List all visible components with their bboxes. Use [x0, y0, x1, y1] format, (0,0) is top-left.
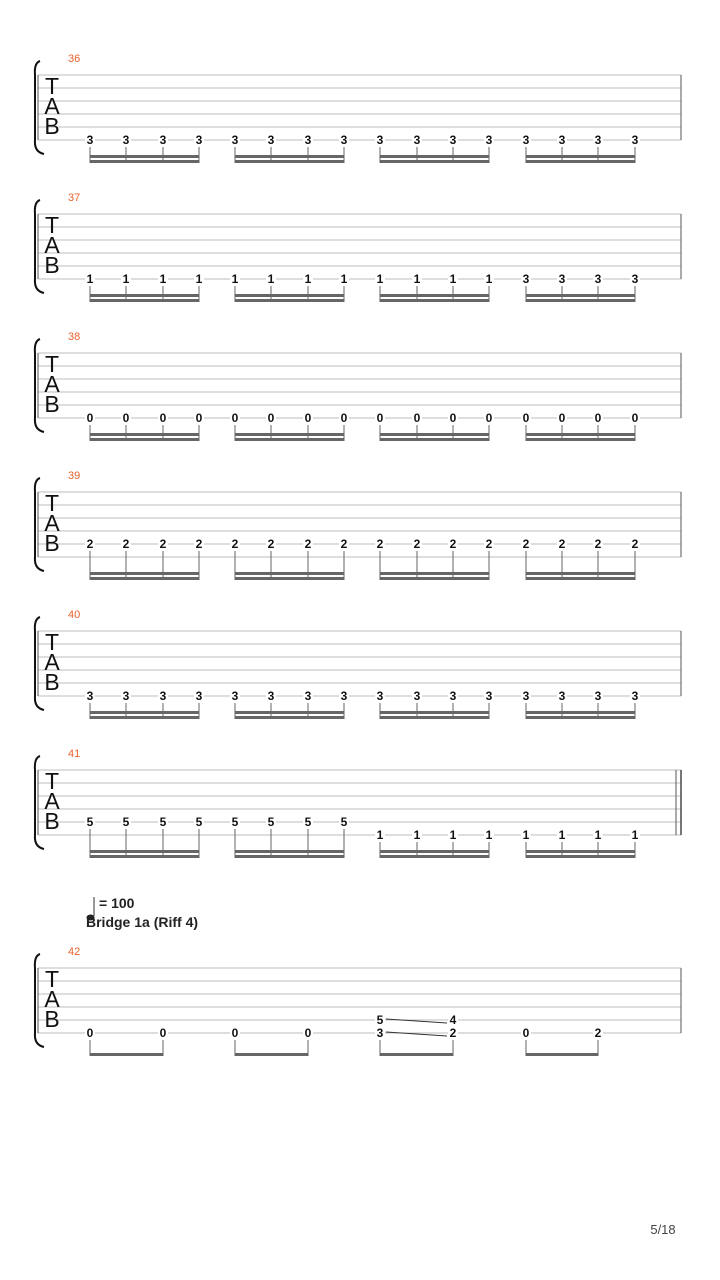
fret-number: 0: [86, 411, 94, 425]
tab-clef-letter-a: A: [44, 371, 60, 397]
beam-primary: [380, 850, 489, 853]
tempo-marking: = 100: [99, 895, 135, 911]
fret-number: 3: [413, 133, 421, 147]
beam-primary: [235, 711, 344, 714]
fret-number: 3: [159, 133, 167, 147]
beam-primary: [380, 1053, 453, 1056]
fret-number: 1: [340, 272, 348, 286]
beam-secondary: [526, 160, 635, 163]
beam-secondary: [380, 855, 489, 858]
measure-number: 36: [68, 53, 81, 65]
beam-secondary: [90, 577, 199, 580]
fret-number: 5: [195, 815, 203, 829]
fret-number: 3: [231, 689, 239, 703]
beam-secondary: [526, 577, 635, 580]
fret-number: 2: [376, 537, 384, 551]
tab-clef-letter-t: T: [44, 629, 60, 655]
fret-number: 0: [195, 411, 203, 425]
fret-number: 3: [558, 689, 566, 703]
beam-primary: [526, 572, 635, 575]
beam-secondary: [90, 716, 199, 719]
beam-primary: [526, 1053, 598, 1056]
fret-number: 1: [449, 828, 457, 842]
fret-number: 3: [86, 133, 94, 147]
beam-primary: [235, 850, 344, 853]
tab-clef-letter-b: B: [44, 1006, 60, 1032]
fret-number: 1: [449, 272, 457, 286]
tab-clef-letter-a: A: [44, 93, 60, 119]
beam-secondary: [526, 299, 635, 302]
beam-primary: [380, 433, 489, 436]
fret-number: 1: [522, 828, 530, 842]
beam-primary: [235, 155, 344, 158]
fret-number: 0: [304, 1026, 312, 1040]
beam-secondary: [90, 438, 199, 441]
fret-number: 3: [631, 689, 639, 703]
fret-number: 2: [594, 1026, 602, 1040]
fret-number: 1: [631, 828, 639, 842]
fret-number: 3: [558, 133, 566, 147]
tab-clef-letter-a: A: [44, 232, 60, 258]
section-label: Bridge 1a (Riff 4): [86, 914, 199, 930]
fret-number: 1: [231, 272, 239, 286]
fret-number: 3: [340, 133, 348, 147]
fret-number: 0: [304, 411, 312, 425]
beam-secondary: [235, 160, 344, 163]
fret-number: 0: [231, 1026, 239, 1040]
fret-number: 0: [376, 411, 384, 425]
tab-clef-letter-t: T: [44, 73, 60, 99]
fret-number: 1: [195, 272, 203, 286]
beam-primary: [380, 155, 489, 158]
fret-number: 0: [340, 411, 348, 425]
beam-secondary: [235, 855, 344, 858]
beam-secondary: [526, 855, 635, 858]
tab-clef-letter-b: B: [44, 391, 60, 417]
fret-number: 3: [122, 689, 130, 703]
fret-number: 5: [304, 815, 312, 829]
fret-number: 2: [159, 537, 167, 551]
beam-primary: [90, 1053, 163, 1056]
page-number: 5/18: [650, 1222, 676, 1237]
fret-number: 3: [594, 272, 602, 286]
beam-primary: [90, 155, 199, 158]
fret-number: 3: [631, 272, 639, 286]
fret-number: 3: [376, 133, 384, 147]
fret-number: 0: [86, 1026, 94, 1040]
fret-number: 5: [376, 1013, 384, 1027]
fret-number: 1: [376, 272, 384, 286]
fret-number: 3: [485, 133, 493, 147]
beam-primary: [526, 711, 635, 714]
beam-secondary: [526, 716, 635, 719]
fret-number: 0: [159, 411, 167, 425]
fret-number: 3: [413, 689, 421, 703]
beam-secondary: [380, 160, 489, 163]
fret-number: 2: [413, 537, 421, 551]
beam-secondary: [380, 299, 489, 302]
fret-number: 5: [159, 815, 167, 829]
measure-number: 40: [68, 609, 81, 621]
fret-number: 4: [449, 1013, 457, 1027]
beam-secondary: [235, 577, 344, 580]
fret-number: 0: [522, 411, 530, 425]
fret-number: 3: [267, 689, 275, 703]
beam-primary: [90, 433, 199, 436]
measure-number: 41: [68, 748, 81, 760]
fret-number: 3: [485, 689, 493, 703]
fret-number: 0: [558, 411, 566, 425]
fret-number: 0: [267, 411, 275, 425]
fret-number: 2: [231, 537, 239, 551]
fret-number: 3: [376, 1026, 384, 1040]
fret-number: 5: [86, 815, 94, 829]
tab-clef-letter-a: A: [44, 788, 60, 814]
fret-number: 2: [558, 537, 566, 551]
tab-clef-letter-b: B: [44, 808, 60, 834]
fret-number: 0: [231, 411, 239, 425]
measure-number: 37: [68, 192, 81, 204]
fret-number: 2: [195, 537, 203, 551]
fret-number: 3: [376, 689, 384, 703]
fret-number: 3: [231, 133, 239, 147]
beam-secondary: [90, 855, 199, 858]
beam-primary: [526, 433, 635, 436]
fret-number: 3: [195, 133, 203, 147]
fret-number: 3: [86, 689, 94, 703]
fret-number: 1: [267, 272, 275, 286]
beam-primary: [235, 1053, 308, 1056]
fret-number: 1: [86, 272, 94, 286]
beam-secondary: [526, 438, 635, 441]
fret-number: 5: [231, 815, 239, 829]
beam-primary: [380, 294, 489, 297]
beam-primary: [526, 155, 635, 158]
tab-clef-letter-t: T: [44, 768, 60, 794]
fret-number: 2: [122, 537, 130, 551]
fret-number: 3: [195, 689, 203, 703]
fret-number: 2: [267, 537, 275, 551]
fret-number: 3: [522, 689, 530, 703]
beam-primary: [235, 294, 344, 297]
tab-clef-letter-a: A: [44, 986, 60, 1012]
fret-number: 5: [340, 815, 348, 829]
beam-primary: [90, 572, 199, 575]
fret-number: 3: [159, 689, 167, 703]
beam-primary: [90, 711, 199, 714]
beam-secondary: [235, 716, 344, 719]
fret-number: 3: [594, 689, 602, 703]
tab-clef-letter-t: T: [44, 966, 60, 992]
fret-number: 0: [413, 411, 421, 425]
fret-number: 3: [594, 133, 602, 147]
fret-number: 3: [267, 133, 275, 147]
fret-number: 0: [631, 411, 639, 425]
tab-clef-letter-a: A: [44, 649, 60, 675]
fret-number: 3: [449, 133, 457, 147]
fret-number: 2: [449, 537, 457, 551]
beam-primary: [90, 294, 199, 297]
tab-clef-letter-a: A: [44, 510, 60, 536]
beam-secondary: [90, 299, 199, 302]
beam-secondary: [235, 299, 344, 302]
fret-number: 0: [122, 411, 130, 425]
measure-number: 39: [68, 470, 81, 482]
fret-number: 3: [558, 272, 566, 286]
beam-secondary: [380, 577, 489, 580]
beam-secondary: [235, 438, 344, 441]
fret-number: 2: [631, 537, 639, 551]
fret-number: 1: [485, 828, 493, 842]
beam-primary: [380, 711, 489, 714]
fret-number: 1: [413, 828, 421, 842]
beam-secondary: [380, 438, 489, 441]
fret-number: 3: [522, 272, 530, 286]
fret-number: 2: [594, 537, 602, 551]
fret-number: 0: [594, 411, 602, 425]
tab-clef-letter-t: T: [44, 212, 60, 238]
fret-number: 2: [522, 537, 530, 551]
fret-number: 5: [122, 815, 130, 829]
beam-secondary: [90, 160, 199, 163]
beam-primary: [380, 572, 489, 575]
fret-number: 3: [449, 689, 457, 703]
tab-clef-letter-b: B: [44, 113, 60, 139]
beam-primary: [90, 850, 199, 853]
fret-number: 2: [340, 537, 348, 551]
fret-number: 1: [376, 828, 384, 842]
fret-number: 3: [340, 689, 348, 703]
fret-number: 0: [485, 411, 493, 425]
tab-clef-letter-b: B: [44, 252, 60, 278]
fret-number: 2: [449, 1026, 457, 1040]
fret-number: 1: [594, 828, 602, 842]
fret-number: 0: [159, 1026, 167, 1040]
measure-number: 38: [68, 331, 81, 343]
fret-number: 3: [304, 133, 312, 147]
beam-primary: [526, 850, 635, 853]
fret-number: 3: [631, 133, 639, 147]
fret-number: 1: [558, 828, 566, 842]
fret-number: 1: [122, 272, 130, 286]
beam-primary: [235, 572, 344, 575]
fret-number: 0: [522, 1026, 530, 1040]
fret-number: 3: [122, 133, 130, 147]
fret-number: 0: [449, 411, 457, 425]
tab-clef-letter-b: B: [44, 530, 60, 556]
fret-number: 1: [304, 272, 312, 286]
beam-primary: [235, 433, 344, 436]
beam-secondary: [380, 716, 489, 719]
fret-number: 3: [304, 689, 312, 703]
tab-clef-letter-b: B: [44, 669, 60, 695]
fret-number: 1: [159, 272, 167, 286]
tab-clef-letter-t: T: [44, 351, 60, 377]
beam-primary: [526, 294, 635, 297]
fret-number: 1: [413, 272, 421, 286]
fret-number: 5: [267, 815, 275, 829]
fret-number: 2: [485, 537, 493, 551]
tab-clef-letter-t: T: [44, 490, 60, 516]
fret-number: 2: [86, 537, 94, 551]
fret-number: 2: [304, 537, 312, 551]
fret-number: 1: [485, 272, 493, 286]
fret-number: 3: [522, 133, 530, 147]
measure-number: 42: [68, 946, 81, 958]
